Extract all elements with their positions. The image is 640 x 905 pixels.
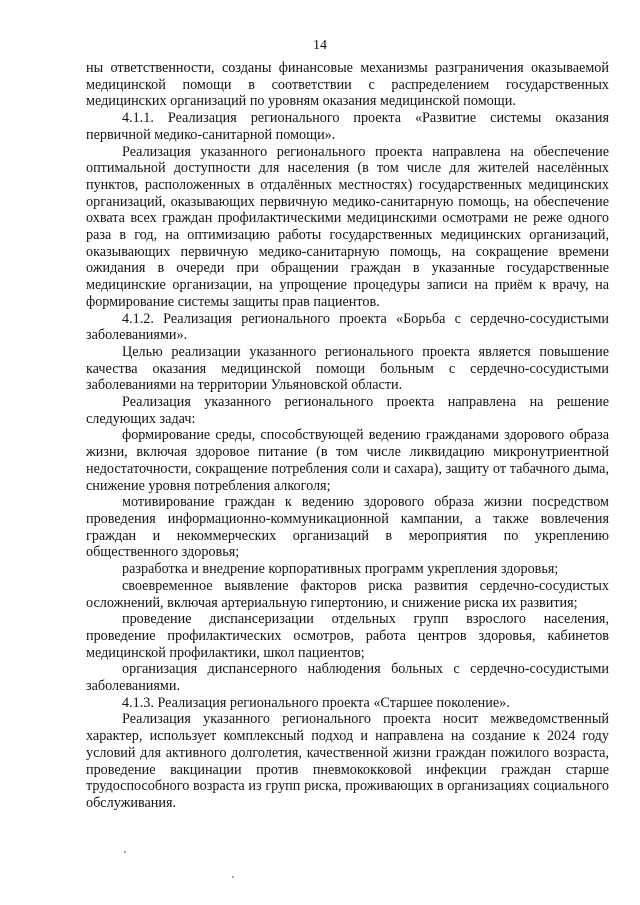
list-item: формирование среды, способствующей ведению гражданами здорового образа жизни, включая здоровое питание (в том числе ликвидацию микронутриентной недостаточности, сокращение потребления соли и сахара), защиту от табачного дыма, снижение уровня потребления алкоголя;	[86, 427, 609, 494]
document-body	[86, 60, 609, 812]
paragraph: Реализация указанного регионального проекта направлена на решение следующих задач:	[86, 394, 609, 427]
paragraph: Реализация указанного регионального проекта направлена на обеспечение оптимальной доступности для населения (в том числе для жителей населённых пунктов, расположенных в отдалённых местностях) государственных медицинских организаций, оказывающих первичную медико-санитарную помощь, на обеспечение охвата всех граждан профилактическими медицинскими осмотрами не реже одного раза в год, на оптимизацию работы государственных медицинских организаций, оказывающих первичную медико-санитарную помощь, на сокращение времени ожидания в очереди при обращении граждан в указанные государственные медицинские организации, на упрощение процедуры записи на приём к врачу, на формирование системы защиты прав пациентов.	[86, 143, 609, 310]
paragraph-continuation: ны ответственности, созданы финансовые механизмы разграничения оказываемой медицинской помощи в соответствии с распределением государственных медицинских организаций по уровням оказания медицинской помощи.	[86, 60, 609, 110]
scan-speck	[124, 851, 126, 853]
paragraph: Реализация указанного регионального проекта носит межведомственный характер, использует комплексный подход и направлена на создание к 2024 году условий для активного долголетия, качественной жизни граждан пожилого возраста, проведение вакцинации против пневмококковой инфекции граждан старше трудоспособного возраста из групп риска, проживающих в организациях социального обслуживания.	[86, 711, 609, 811]
list-item: своевременное выявление факторов риска развития сердечно-сосудистых осложнений, включая артериальную гипертонию, и снижение риска их развития;	[86, 577, 609, 611]
list-item: проведение диспансеризации отдельных групп взрослого населения, проведение профилактических осмотров, работа центров здоровья, кабинетов медицинской профилактики, школ пациентов;	[86, 611, 609, 661]
list-item: мотивирование граждан к ведению здорового образа жизни посредством проведения информационно-коммуникационной кампании, а также вовлечения граждан и некоммерческих организаций в мероприятия по укреплению общественного здоровья;	[86, 494, 609, 561]
paragraph: Целью реализации указанного регионального проекта является повышение качества оказания медицинской помощи больным с сердечно-сосудистыми заболеваниями на территории Ульяновской области.	[86, 343, 609, 394]
section-heading-4-1-2: 4.1.2. Реализация регионального проекта «Борьба с сердечно-сосудистыми заболеваниями».	[86, 310, 609, 344]
list-item: разработка и внедрение корпоративных программ укрепления здоровья;	[122, 561, 559, 578]
list-item: организация диспансерного наблюдения больных с сердечно-сосудистыми заболеваниями.	[86, 661, 609, 695]
section-heading-4-1-1: 4.1.1. Реализация регионального проекта «Развитие системы оказания первичной медико-санитарной помощи».	[86, 110, 609, 143]
scan-speck	[232, 876, 234, 878]
page-number: 14	[313, 38, 327, 53]
section-heading-4-1-3: 4.1.3. Реализация регионального проекта «Старшее поколение».	[122, 694, 510, 711]
